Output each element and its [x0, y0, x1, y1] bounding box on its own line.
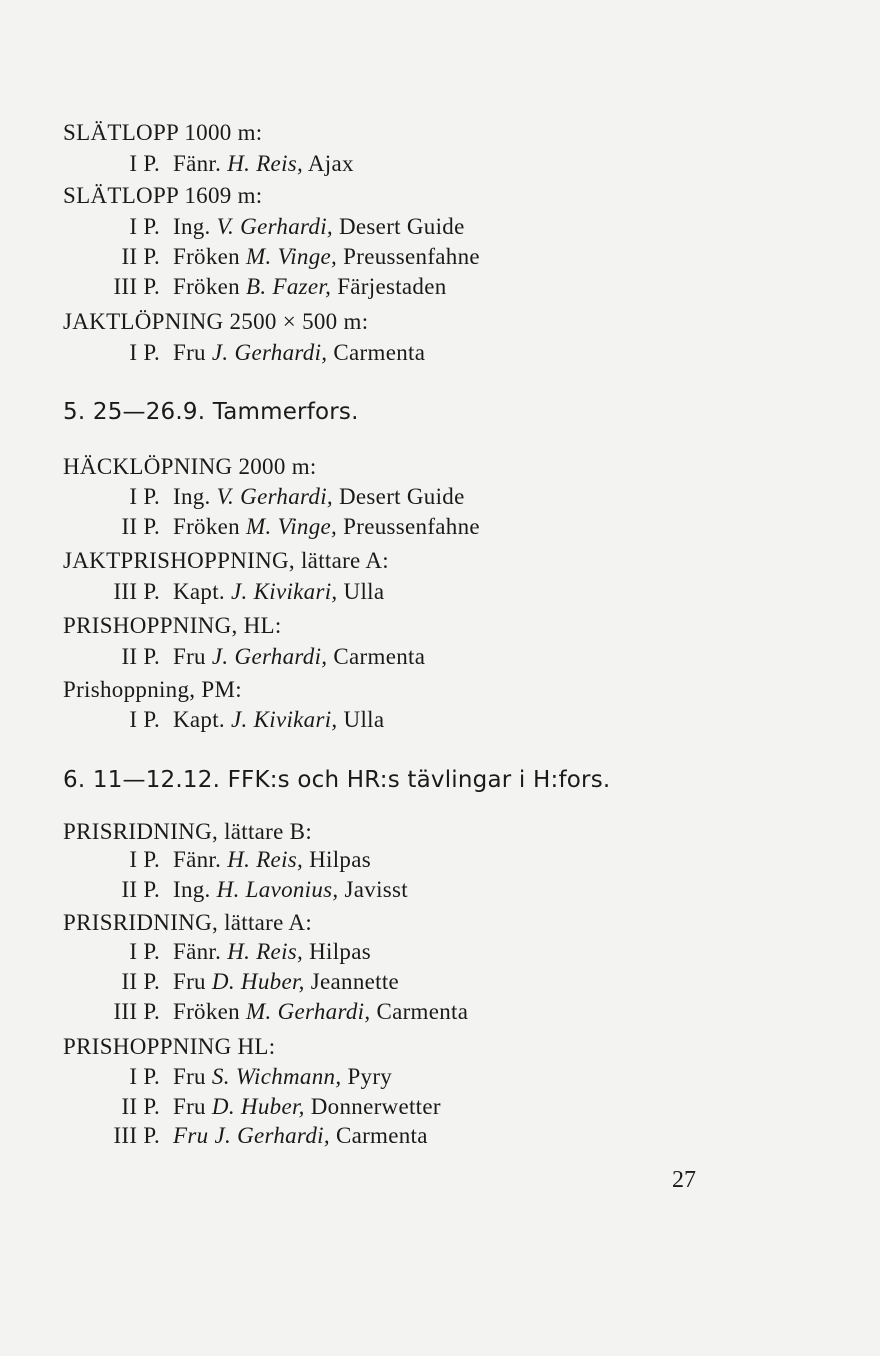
rider-title: Fru: [173, 1123, 209, 1148]
rider-and-horse: [173, 273, 447, 301]
rider-title: Fänr.: [173, 939, 222, 964]
placing: I P.: [129, 939, 160, 964]
rider-title: Fru: [173, 1094, 206, 1119]
rider-name: J. Kivikari,: [231, 579, 338, 604]
rider-name: V. Gerhardi,: [216, 214, 333, 239]
rider-title: Ing.: [173, 877, 211, 902]
horse-name: Carmenta: [333, 340, 426, 365]
rider-and-horse: [173, 483, 465, 511]
rider-name: H. Reis,: [227, 939, 304, 964]
placing: II P.: [121, 1094, 160, 1119]
result-entry: [0, 938, 880, 966]
rider-title: Kapt.: [173, 707, 225, 732]
result-entry: [0, 706, 880, 734]
horse-name: Färjestaden: [337, 274, 447, 299]
horse-name: Preussenfahne: [343, 514, 480, 539]
result-entry: [0, 213, 880, 241]
rider-title: Fru: [173, 644, 206, 669]
rider-and-horse: [173, 150, 354, 178]
event-heading: JAKTLÖPNING 2500 × 500 m:: [63, 309, 369, 334]
rider-title: Fru: [173, 1064, 206, 1089]
page-number: 27: [672, 1167, 696, 1193]
placing: III P.: [113, 579, 160, 604]
horse-name: Javisst: [344, 877, 408, 902]
rider-title: Fänr.: [173, 847, 222, 872]
placing: I P.: [129, 707, 160, 732]
event-heading: PRISRIDNING, lättare A:: [63, 910, 313, 935]
placing: III P.: [113, 999, 160, 1024]
placing: III P.: [113, 1123, 160, 1148]
horse-name: Ulla: [343, 707, 385, 732]
rider-title: Fru: [173, 969, 206, 994]
rider-name: M. Vinge,: [246, 514, 338, 539]
rider-and-horse: [173, 578, 384, 606]
rider-name: M. Gerhardi,: [246, 999, 371, 1024]
horse-name: Ulla: [343, 579, 385, 604]
placing: I P.: [129, 151, 160, 176]
rider-and-horse: [173, 513, 480, 541]
event-heading: HÄCKLÖPNING 2000 m:: [63, 454, 317, 479]
result-entry: [0, 483, 880, 511]
event-heading: PRISRIDNING, lättare B:: [63, 819, 313, 844]
result-entry: [0, 339, 880, 367]
horse-name: Donnerwetter: [310, 1094, 441, 1119]
result-entry: [0, 968, 880, 996]
result-entry: [0, 876, 880, 904]
event-heading: SLÄTLOPP 1609 m:: [63, 183, 263, 208]
rider-and-horse: [173, 706, 384, 734]
rider-title: Fröken: [173, 244, 240, 269]
rider-name: J. Kivikari,: [231, 707, 338, 732]
rider-name: M. Vinge,: [246, 244, 338, 269]
event-heading: SLÄTLOPP 1000 m:: [63, 120, 263, 145]
horse-name: Jeannette: [310, 969, 400, 994]
section-heading: 5. 25—26.9. Tammerfors.: [63, 399, 359, 425]
rider-name: D. Huber,: [211, 969, 305, 994]
horse-name: Hilpas: [309, 847, 371, 872]
event-heading: Prishoppning, PM:: [63, 677, 242, 702]
placing: II P.: [121, 877, 160, 902]
rider-and-horse: [173, 846, 371, 874]
event-heading: JAKTPRISHOPPNING, lättare A:: [63, 548, 389, 573]
result-entry: [0, 846, 880, 874]
result-entry: [0, 1093, 880, 1121]
rider-and-horse: [173, 998, 468, 1026]
placing: III P.: [113, 274, 160, 299]
placing: I P.: [129, 340, 160, 365]
rider-title: Fröken: [173, 999, 240, 1024]
result-entry: [0, 243, 880, 271]
rider-name: J. Gerhardi,: [211, 340, 328, 365]
rider-title: Ing.: [173, 484, 211, 509]
rider-title: Fröken: [173, 514, 240, 539]
rider-name: D. Huber,: [211, 1094, 305, 1119]
horse-name: Carmenta: [376, 999, 469, 1024]
event-heading: PRISHOPPNING, HL:: [63, 613, 282, 638]
horse-name: Ajax: [307, 151, 354, 176]
rider-name: V. Gerhardi,: [216, 484, 333, 509]
event-heading: PRISHOPPNING HL:: [63, 1034, 276, 1059]
placing: II P.: [121, 514, 160, 539]
rider-and-horse: [173, 876, 408, 904]
rider-title: Ing.: [173, 214, 211, 239]
rider-name: H. Reis,: [227, 151, 304, 176]
rider-title: Fänr.: [173, 151, 222, 176]
rider-name: B. Fazer,: [246, 274, 332, 299]
rider-name: J. Gerhardi,: [211, 644, 328, 669]
placing: I P.: [129, 847, 160, 872]
result-entry: [0, 578, 880, 606]
result-entry: [0, 1122, 880, 1150]
placing: II P.: [121, 244, 160, 269]
rider-name: H. Reis,: [227, 847, 304, 872]
placing: I P.: [129, 214, 160, 239]
rider-title: Kapt.: [173, 579, 225, 604]
rider-and-horse: [173, 643, 425, 671]
rider-name: S. Wichmann,: [211, 1064, 342, 1089]
horse-name: Carmenta: [335, 1123, 428, 1148]
placing: I P.: [129, 484, 160, 509]
placing: II P.: [121, 969, 160, 994]
rider-and-horse: [173, 1122, 428, 1150]
result-entry: [0, 1063, 880, 1091]
horse-name: Desert Guide: [339, 484, 465, 509]
rider-name: H. Lavonius,: [216, 877, 339, 902]
result-entry: [0, 513, 880, 541]
rider-title: Fröken: [173, 274, 240, 299]
result-entry: [0, 273, 880, 301]
horse-name: Preussenfahne: [343, 244, 480, 269]
rider-name: J. Gerhardi,: [214, 1123, 330, 1148]
rider-and-horse: [173, 938, 371, 966]
rider-and-horse: [173, 339, 425, 367]
horse-name: Hilpas: [309, 939, 371, 964]
horse-name: Carmenta: [333, 644, 426, 669]
placing: I P.: [129, 1064, 160, 1089]
placing: II P.: [121, 644, 160, 669]
rider-and-horse: [173, 213, 465, 241]
rider-and-horse: [173, 1093, 441, 1121]
rider-title: Fru: [173, 340, 206, 365]
horse-name: Pyry: [347, 1064, 393, 1089]
rider-and-horse: [173, 243, 480, 271]
horse-name: Desert Guide: [339, 214, 465, 239]
result-entry: [0, 150, 880, 178]
result-entry: [0, 998, 880, 1026]
result-entry: [0, 643, 880, 671]
rider-and-horse: [173, 1063, 392, 1091]
section-heading: 6. 11—12.12. FFK:s och HR:s tävlingar i H:fors.: [63, 767, 611, 793]
rider-and-horse: [173, 968, 399, 996]
